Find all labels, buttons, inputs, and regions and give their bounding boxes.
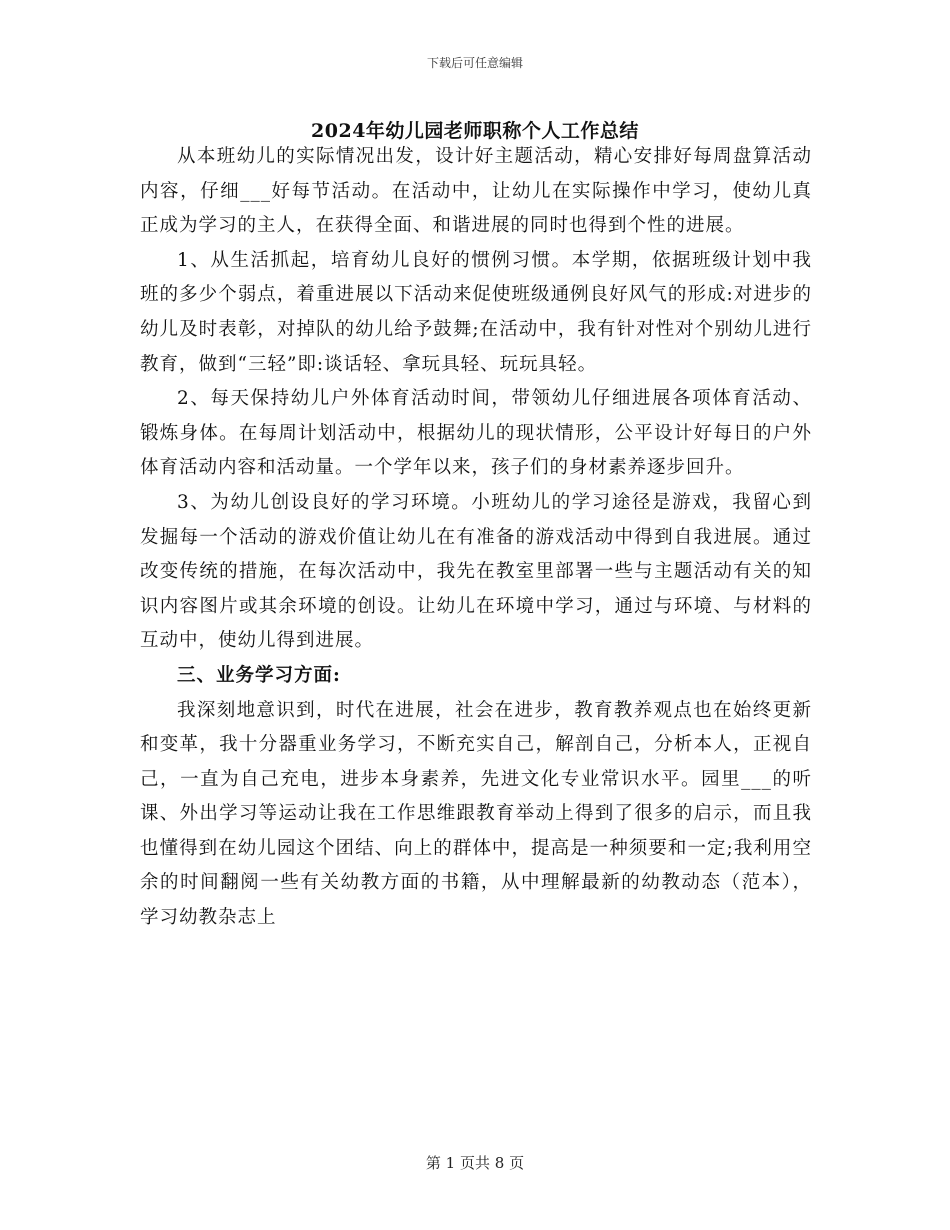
paragraph-item-2: 2、每天保持幼儿户外体育活动时间，带领幼儿仔细进展各项体育活动、锻炼身体。在每周计划活动中，根据幼儿的现状情形，公平设计好每日的户外体育活动内容和活动量。一个学年以来，孩子们的身材素养逐步回升。 [140,388,812,479]
section-heading: 三、业务学习方面: [177,664,341,686]
paragraph-item-1: 1、从生活抓起，培育幼儿良好的惯例习惯。本学期，依据班级计划中我班的多少个弱点，着重进展以下活动来促使班级通例良好风气的形成:对进步的幼儿及时表彰，对掉队的幼儿给予鼓舞;在活动中，我有针对性对个别幼儿进行教育，做到“三轻”即:谈话轻、拿玩具轻、玩玩具轻。 [140,249,812,375]
document-body [140,140,812,936]
paragraph-intro: 从本班幼儿的实际情况出发，设计好主题活动，精心安排好每周盘算活动内容，仔细___好每节活动。在活动中，让幼儿在实际操作中学习，使幼儿真正成为学习的主人，在获得全面、和谐进展的同时也得到个性的进展。 [140,146,812,237]
page-footer: 第 1 页共 8 页 [425,1154,525,1172]
paragraph-section-3: 我深刻地意识到，时代在进展，社会在进步，教育教养观点也在始终更新和变革，我十分器重业务学习，不断充实自己，解剖自己，分析本人，正视自己，一直为自己充电，进步本身素养，先进文化专业常识水平。园里___的听课、外出学习等运动让我在工作思维跟教育举动上得到了很多的启示，而且我也懂得到在幼儿园这个团结、向上的群体中，提高是一种须要和一定;我利用空余的时间翻阅一些有关幼教方面的书籍，从中理解最新的幼教动态（范本），学习幼教杂志上 [140,699,812,929]
header-note: 下载后可任意编辑 [426,56,523,70]
document-title: 2024年幼儿园老师职称个人工作总结 [311,120,639,142]
paragraph-item-3: 3、为幼儿创设良好的学习环境。小班幼儿的学习途径是游戏，我留心到发掘每一个活动的游戏价值让幼儿在有准备的游戏活动中得到自我进展。通过改变传统的措施，在每次活动中，我先在教室里部署一些与主题活动有关的知识内容图片或其余环境的创设。让幼儿在环境中学习，通过与环境、与材料的互动中，使幼儿得到进展。 [140,491,812,652]
